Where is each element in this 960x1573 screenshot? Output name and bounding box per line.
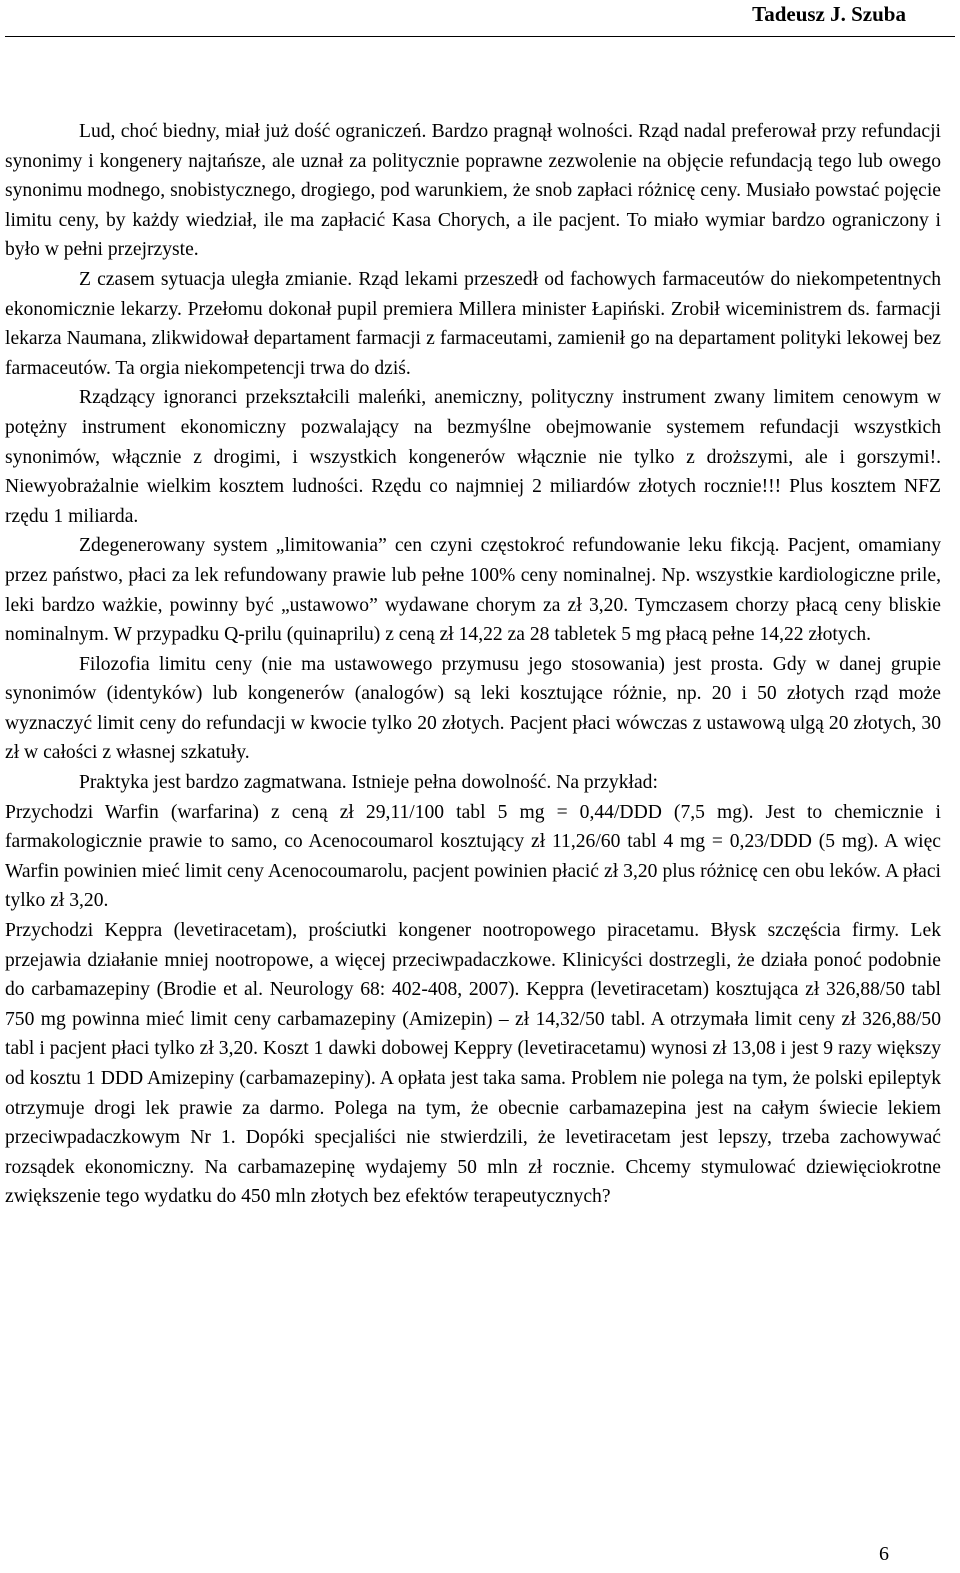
header-divider — [5, 36, 955, 37]
paragraph-8: Przychodzi Keppra (levetiracetam), prościutki kongener nootropowego piracetamu. Błysk szczęścia firmy. Lek przejawia działanie mniej nootropowe, a więcej przeciwpadaczkowe. Klinicyści dostrzegli, że działa ponoć podobnie do carbamazepiny (Brodie et al. Neurology 68: 402-408, 2007). Keppra (levetiracetam) kosztująca zł 326,88/50 tabl 750 mg powinna mieć limit ceny carbamazepiny (Amizepin) – zł 14,32/50 tabl. A otrzymała limit ceny zł 326,88/50 tabl i pacjent płaci tylko zł 3,20. Koszt 1 dawki dobowej Keppry (levetiracetamu) wynosi zł 13,08 i jest 9 razy większy od kosztu 1 DDD Amizepiny (carbamazepiny). A opłata jest taka sama. Problem nie polega na tym, że polski epileptyk otrzymuje drogi lek prawie za darmo. Polega na tym, że obecnie carbamazepina jest na całym świecie lekiem przeciwpadaczkowym Nr 1. Dopóki specjaliści nie stwierdzili, że levetiracetam jest lepszy, trzeba zachowywać rozsądek ekonomiczny. Na carbamazepinę wydajemy 50 mln zł rocznie. Chcemy stymulować dziewięciokrotne zwiększenie tego wydatku do 450 mln złotych bez efektów terapeutycznych? — [5, 920, 941, 1208]
paragraph-4: Zdegenerowany system „limitowania” cen czyni częstokroć refundowanie leku fikcją. Pacjent, omamiany przez państwo, płaci za lek refundowany prawie lub pełne 100% ceny nominalnej. Np. wszystkie kardiologiczne prile, leki bardzo ważkie, powinny być „ustawowo” wydawane chorym za zł 3,20. Tymczasem chorzy płacą ceny bliskie nominalnym. W przypadku Q-prilu (quinaprilu) z ceną zł 14,22 za 28 tabletek 5 mg płacą pełne 14,22 złotych. — [5, 535, 941, 646]
paragraph-7: Przychodzi Warfin (warfarina) z ceną zł 29,11/100 tabl 5 mg = 0,44/DDD (7,5 mg). Jest to chemicznie i farmakologicznie prawie to samo, co Acenocoumarol kosztujący zł 11,26/60 tabl 4 mg = 0,23/DDD (5 mg). A więc Warfin powinien mieć limit ceny Acenocoumarolu, pacjent powinien płacić zł 3,20 plus różnicę cen obu leków. A płaci tylko zł 3,20. — [5, 801, 941, 912]
paragraph-6: Praktyka jest bardzo zagmatwana. Istnieje pełna dowolność. Na przykład: — [79, 772, 658, 794]
paragraph-1: Lud, choć biedny, miał już dość ograniczeń. Bardzo pragnął wolności. Rząd nadal preferował przy refundacji synonimy i kongenery najtańsze, ale uznał za politycznie poprawne zezwolenie na objęcie refundacją tego lub owego synonimu modnego, snobistycznego, drogiego, pod warunkiem, że snob zapłaci różnicę ceny. Musiało powstać pojęcie limitu ceny, by każdy wiedział, ile ma zapłacić Kasa Chorych, a ile pacjent. To miało wymiar bardzo ograniczony i było w pełni przejrzyste. — [5, 121, 941, 261]
page-number: 6 — [879, 1543, 889, 1565]
paragraph-2: Z czasem sytuacja uległa zmianie. Rząd lekami przeszedł od fachowych farmaceutów do niekompetentnych ekonomicznie lekarzy. Przełomu dokonał pupil premiera Millera minister Łapiński. Zrobił wiceministrem ds. farmacji lekarza Naumana, zlikwidował departament farmacji z farmaceutami, zamienił go na departament polityki lekowej bez farmaceutów. Ta orgia niekompetencji trwa do dziś. — [5, 268, 941, 379]
header-author: Tadeusz J. Szuba — [752, 2, 906, 26]
document-body — [5, 117, 941, 1212]
paragraph-5: Filozofia limitu ceny (nie ma ustawowego przymusu jego stosowania) jest prosta. Gdy w danej grupie synonimów (identyków) lub kongenerów (analogów) są leki kosztujące różnie, np. 20 i 50 złotych rząd może wyznaczyć limit ceny do refundacji w kwocie tylko 20 złotych. Pacjent płaci wówczas z ustawową ulgą 20 złotych, 30 zł w całości z własnej szkatuły. — [5, 653, 941, 764]
paragraph-3: Rządzący ignoranci przekształcili maleńki, anemiczny, polityczny instrument zwany limitem cenowym w potężny instrument ekonomiczny pozwalający na bezmyślne obejmowanie systemem refundacji wszystkich synonimów, włącznie z drogimi, i wszystkich kongenerów włącznie nie tylko z droższymi, ale i gorszymi!. Niewyobrażalnie wielkim kosztem ludności. Rzędu co najmniej 2 miliardów złotych rocznie!!! Plus kosztem NFZ rzędu 1 miliarda. — [5, 387, 941, 527]
